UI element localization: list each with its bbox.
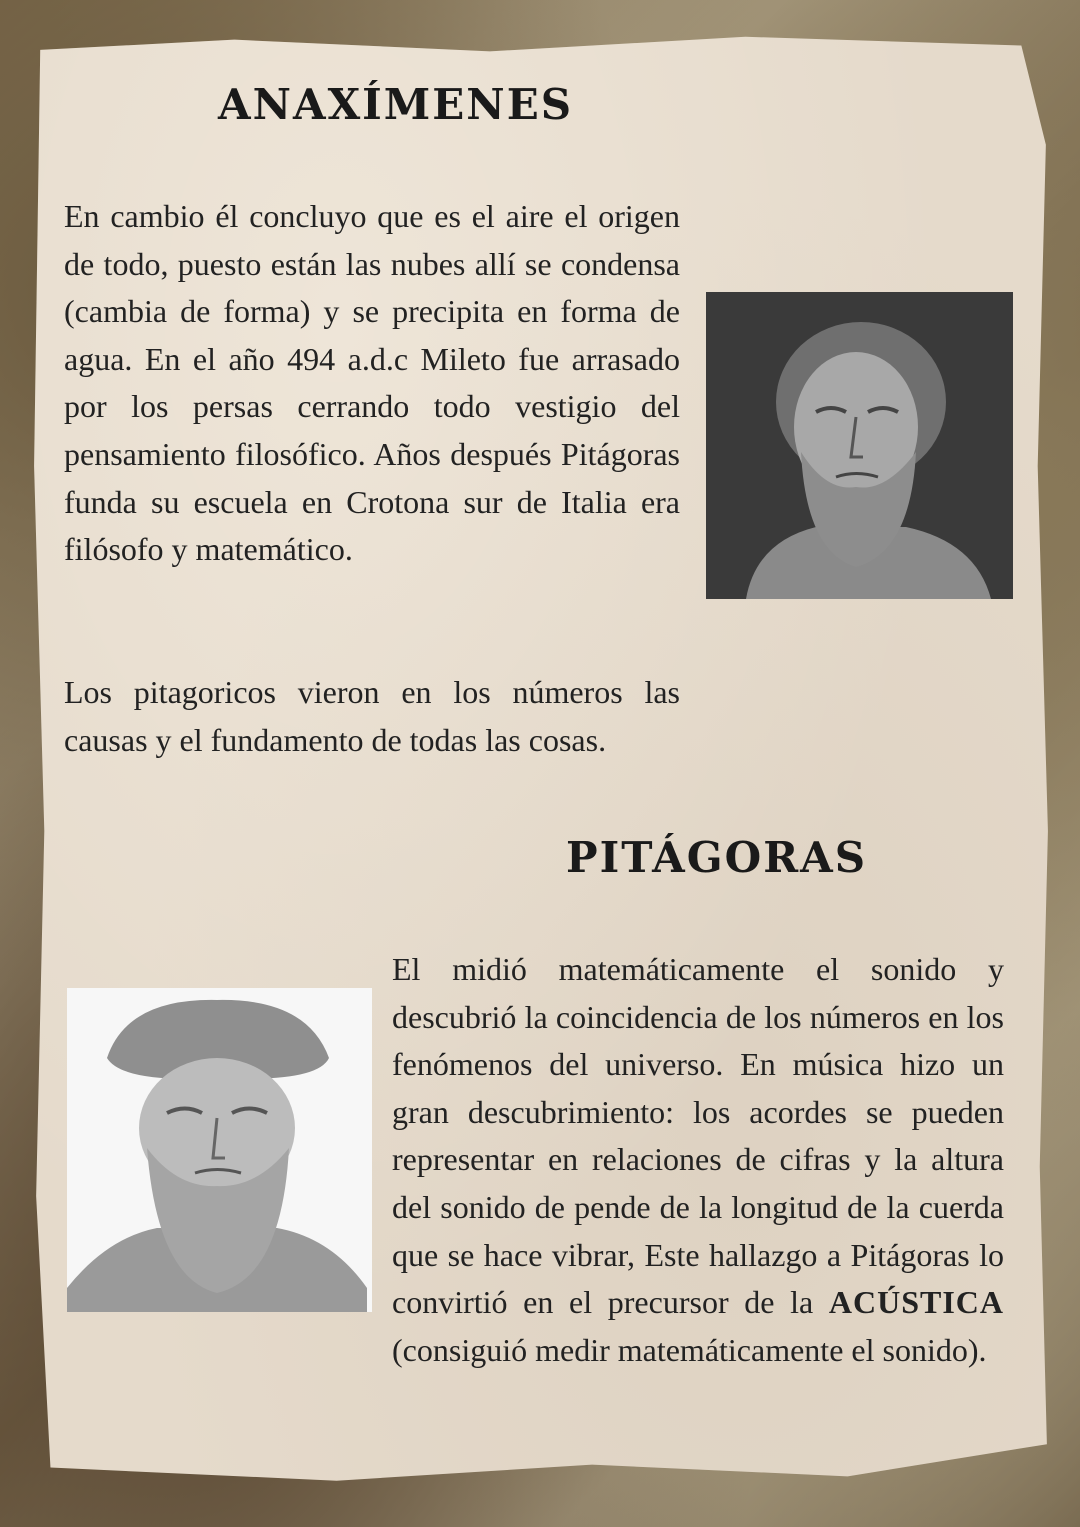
pythagoras-bust-image [67, 988, 372, 1312]
title-pitagoras: PITÁGORAS [566, 833, 868, 882]
title-anaximenes: ANAXÍMENES [218, 80, 574, 129]
anaximenes-bust-image [706, 292, 1013, 599]
pitagoras-paragraph-end: (consiguió medir matemáticamente el sonido). [392, 1331, 987, 1368]
pythagoras-bust-drawing [67, 988, 372, 1312]
anaximenes-paragraph-1: En cambio él concluyo que es el aire el origen de todo, puesto están las nubes allí se condensa (cambia de forma) y se precipita en forma de agua. En el año 494 a.d.c Mileto fue arrasado por los persas cerrando todo vestigio del pensamiento filosófico. Años después Pitágoras funda su escuela en Crotona sur de Italia era filósofo y matemático. [64, 198, 680, 568]
pitagoras-paragraph [392, 946, 1004, 1374]
acustica-highlight: ACÚSTICA [828, 1284, 1005, 1321]
anaximenes-bust-drawing [706, 292, 1013, 599]
pitagoras-paragraph-text: El midió matemáticamente el sonido y descubrió la coincidencia de los números en los fenómenos del universo. En música hizo un gran descubrimiento: los acordes se pueden representar en relaciones de cifras y la altura del sonido de pende de la longitud de la cuerda que se hace vibrar, Este hallazgo a Pitágoras lo convirtió en el precursor de la [392, 951, 1004, 1321]
anaximenes-paragraph-2: Los pitagoricos vieron en los números las causas y el fundamento de todas las cosas. [64, 674, 680, 758]
